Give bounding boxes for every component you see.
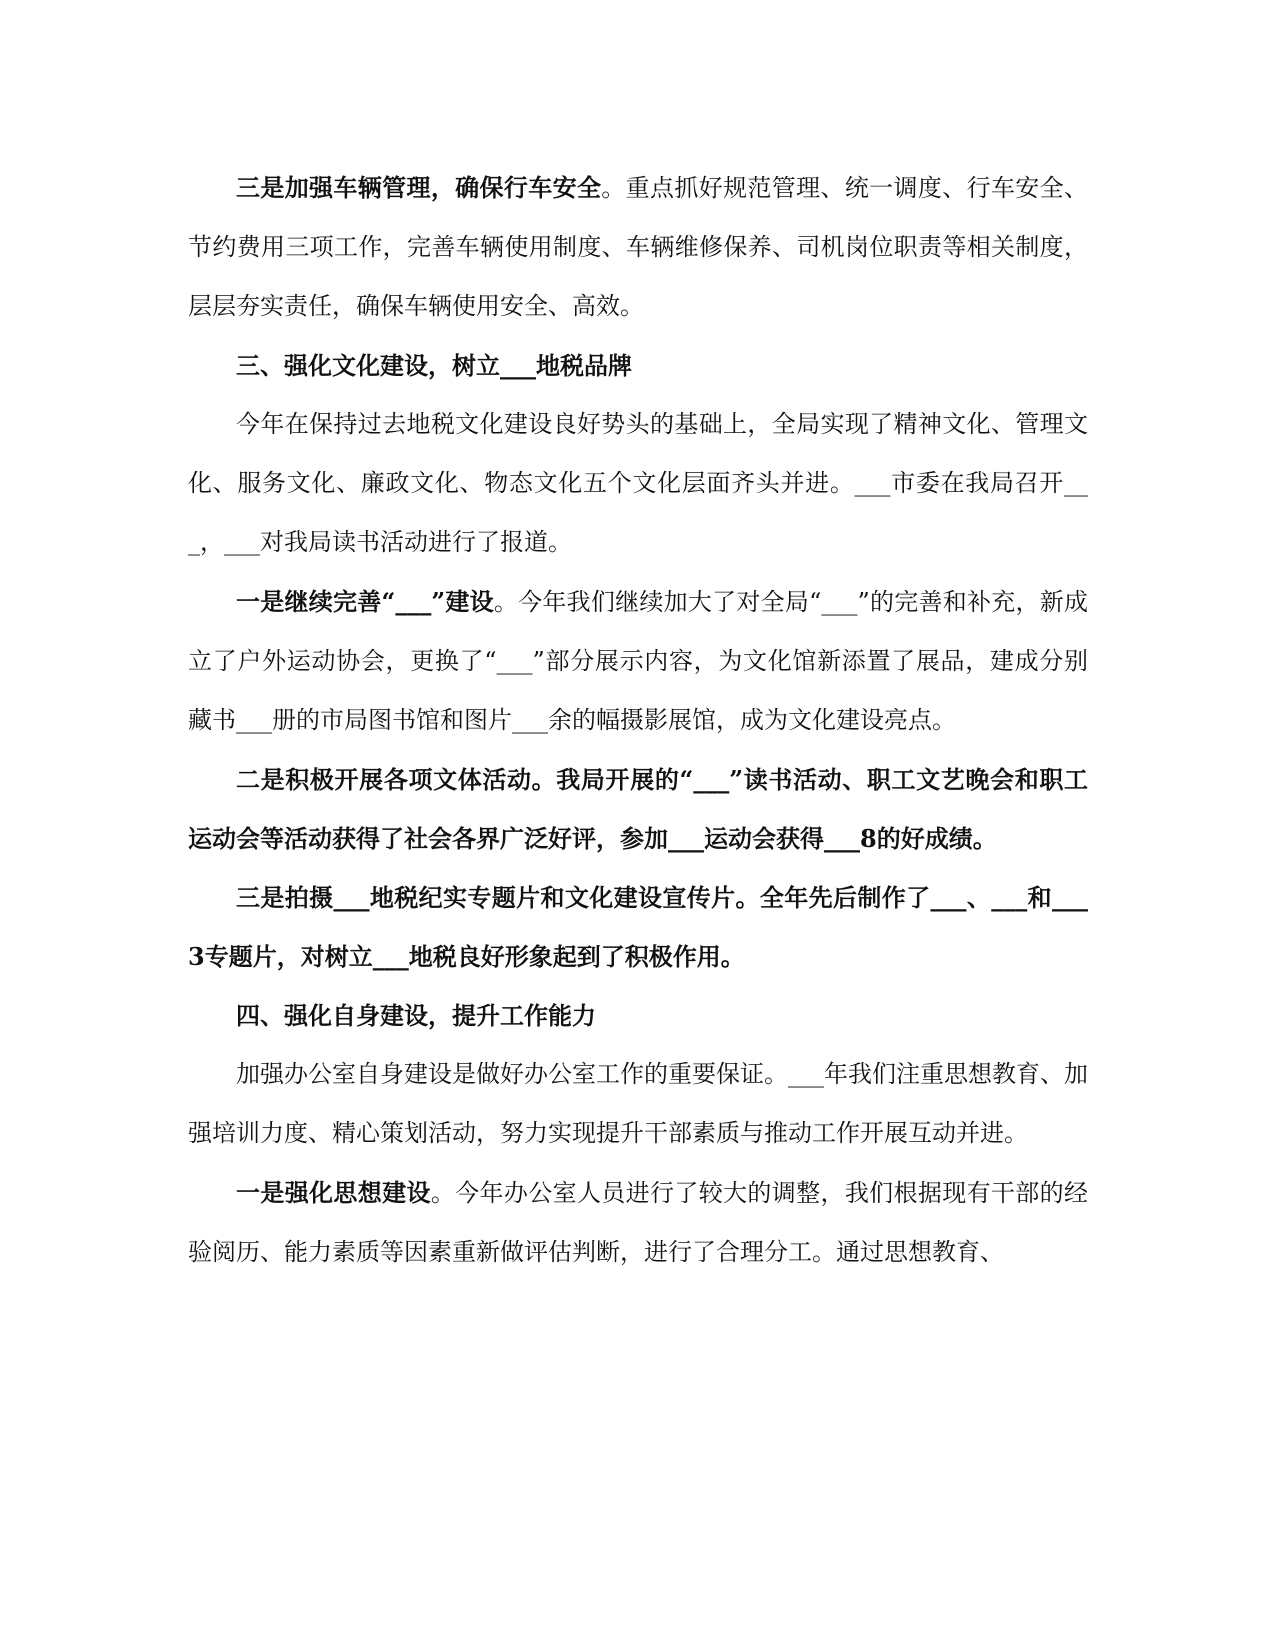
paragraph-body: 。今年办公室人员进行了较大的调整，我们根据现有干部的经验阅历、能力素质等因素重新做评估判断，进行了合理分工。通过思想教育、 [188,1179,1089,1266]
paragraph-lead: 一是继续完善“___”建设 [236,587,494,616]
document-page [188,158,1088,1282]
paragraph-lead: 三是加强车辆管理，确保行车安全 [236,173,602,202]
paragraph-body: 今年在保持过去地税文化建设良好势头的基础上，全局实现了精神文化、管理文化、服务文化、廉政文化、物态文化五个文化层面齐头并进。___市委在我局召开___，___对我局读书活动进行了报道。 [188,410,1088,556]
paragraph-culture-improvement [188,572,1088,750]
paragraph-documentary: 三是拍摄___地税纪实专题片和文化建设宣传片。全年先后制作了___、___和___3专题片，对树立___地税良好形象起到了积极作用。 [188,883,1088,971]
paragraph-vehicle-management [188,158,1088,336]
paragraph-lead: 一是强化思想建设 [236,1178,431,1207]
paragraph-self-building-intro [188,1045,1088,1163]
paragraph-ideology [188,1163,1088,1282]
section-heading-self-building: 四、强化自身建设，提升工作能力 [236,1001,596,1030]
paragraph-body: 加强办公室自身建设是做好办公室工作的重要保证。___年我们注重思想教育、加强培训力度、精心策划活动，努力实现提升干部素质与推动工作开展互动并进。 [188,1060,1088,1147]
section-heading-culture: 三、强化文化建设，树立___地税品牌 [236,351,632,380]
paragraph-culture-intro [188,395,1088,572]
paragraph-sports-activities: 二是积极开展各项文体活动。我局开展的“___”读书活动、职工文艺晚会和职工运动会等活动获得了社会各界广泛好评，参加___运动会获得___8的好成绩。 [188,765,1088,853]
paragraph-body: 。重点抓好规范管理、统一调度、行车安全、节约费用三项工作，完善车辆使用制度、车辆维修保养、司机岗位职责等相关制度，层层夯实责任，确保车辆使用安全、高效。 [188,174,1089,320]
paragraph-body: 。今年我们继续加大了对全局“___”的完善和补充，新成立了户外运动协会，更换了“___”部分展示内容，为文化馆新添置了展品，建成分别藏书___册的市局图书馆和图片___余的幅摄影展馆，成为文化建设亮点。 [188,588,1088,734]
